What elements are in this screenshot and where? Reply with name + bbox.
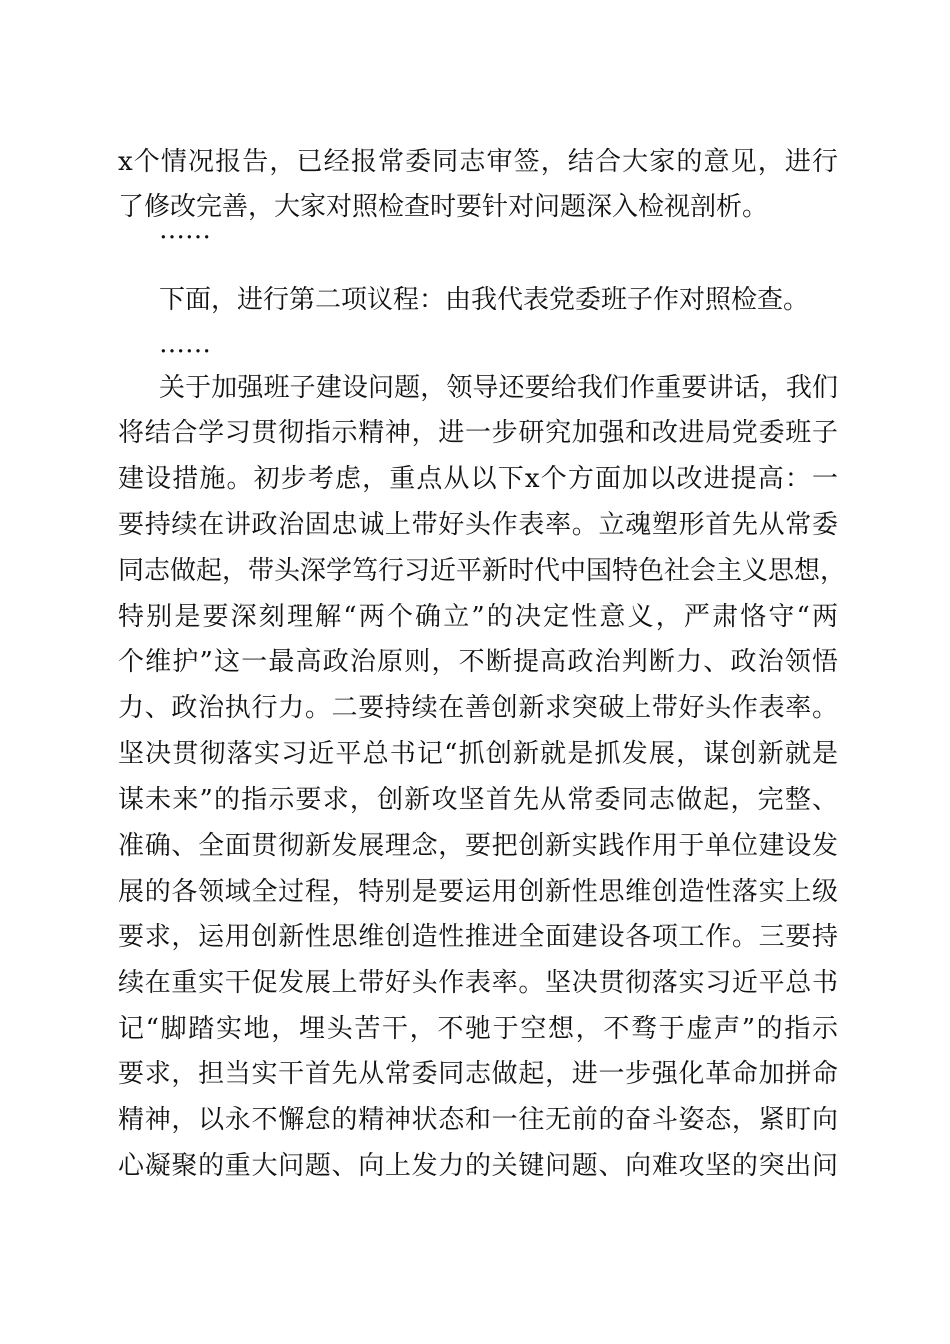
ellipsis-line: ……	[159, 215, 211, 245]
text-line: 下面，进行第二项议程：由我代表党委班子作对照检查。	[159, 285, 810, 315]
text-line: 力、政治执行力。二要持续在善创新求突破上带好头作表率。	[118, 693, 838, 723]
text-line: 准确、全面贯彻新发展理念，要把创新实践作用于单位建设发	[118, 831, 838, 861]
text-line: 心凝聚的重大问题、向上发力的关键问题、向难攻坚的突出问	[118, 1151, 838, 1181]
text-line: x个情况报告，已经报常委同志审签，结合大家的意见，进行	[118, 147, 838, 177]
text-line: 要求，运用创新性思维创造性推进全面建设各项工作。三要持	[118, 922, 838, 952]
text-line: 特别是要深刻理解“两个确立”的决定性意义，严肃恪守“两	[118, 602, 838, 632]
text-line: 同志做起，带头深学笃行习近平新时代中国特色社会主义思想，	[118, 556, 847, 586]
text-line: 个维护”这一最高政治原则，不断提高政治判断力、政治领悟	[118, 647, 838, 677]
text-line: 谋未来”的指示要求，创新攻坚首先从常委同志做起，完整、	[118, 785, 838, 815]
text-line: 要求，担当实干首先从常委同志做起，进一步强化革命加拼命	[118, 1059, 838, 1089]
text-line: 了修改完善，大家对照检查时要针对问题深入检视剖析。	[118, 192, 769, 222]
text-line: 续在重实干促发展上带好头作表率。坚决贯彻落实习近平总书	[118, 968, 838, 998]
text-line: 坚决贯彻落实习近平总书记“抓创新就是抓发展，谋创新就是	[118, 739, 838, 769]
ellipsis-line: ……	[159, 329, 211, 359]
text-line: 将结合学习贯彻指示精神，进一步研究加强和改进局党委班子	[118, 418, 838, 448]
text-line: 展的各领域全过程，特别是要运用创新性思维创造性落实上级	[118, 877, 838, 907]
text-line: 记“脚踏实地，埋头苦干，不驰于空想，不骛于虚声”的指示	[118, 1014, 838, 1044]
text-line: 精神，以永不懈怠的精神状态和一往无前的奋斗姿态，紧盯向	[118, 1105, 838, 1135]
text-line: 关于加强班子建设问题，领导还要给我们作重要讲话，我们	[159, 373, 838, 403]
text-line: 要持续在讲政治固忠诚上带好头作表率。立魂塑形首先从常委	[118, 510, 838, 540]
text-line: 建设措施。初步考虑，重点从以下x个方面加以改进提高：一	[118, 464, 838, 494]
